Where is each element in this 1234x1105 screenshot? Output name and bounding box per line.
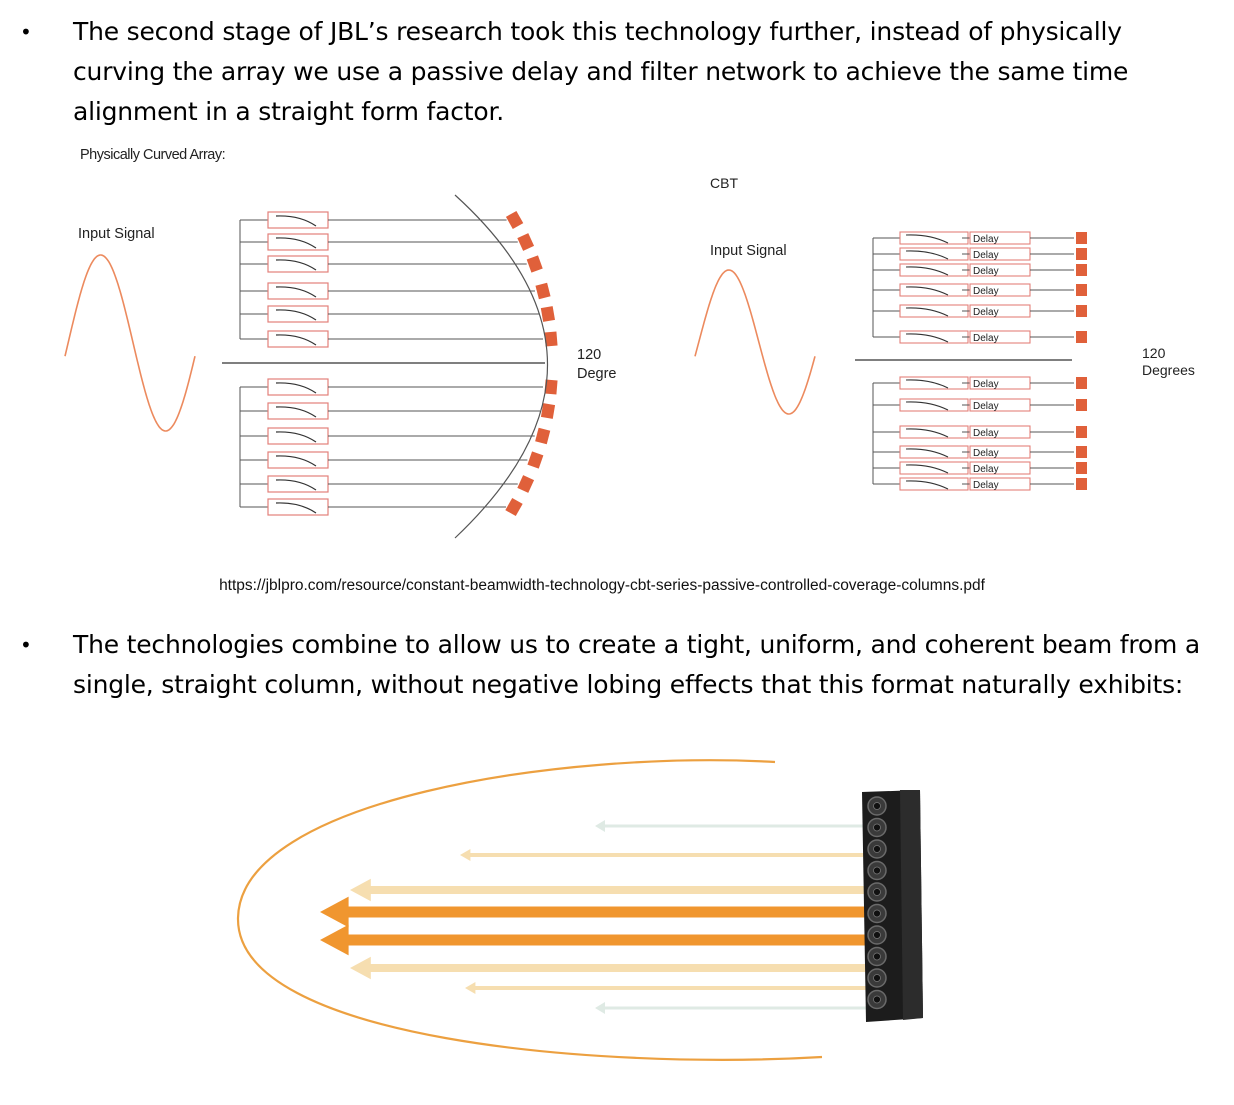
- beam-arrow-head: [350, 879, 371, 901]
- driver: [1076, 377, 1087, 389]
- driver: [535, 283, 550, 300]
- delay-label: Delay: [973, 464, 999, 475]
- filter-box: [268, 499, 328, 515]
- filter-box: [268, 234, 328, 250]
- speaker-driver-cap: [874, 932, 881, 939]
- delay-label: Delay: [973, 250, 999, 261]
- speaker-side: [900, 790, 923, 1020]
- bullet-text-2: The technologies combine to allow us to create a tight, uniform, and coherent beam from a single, straight column, without negative lobing effects that this format naturally exhibits:: [73, 630, 1200, 699]
- delay-label: Delay: [973, 401, 999, 412]
- left-angle-unit: Degre: [577, 366, 617, 382]
- bullet-text-1: The second stage of JBL’s research took this technology further, instead of physically curving the array we use a passive delay and filter network to achieve the same time alignment in a straight form factor.: [73, 17, 1129, 126]
- filter-box: [268, 283, 328, 299]
- driver: [1076, 426, 1087, 438]
- beam-arrow-head: [465, 982, 475, 994]
- driver: [1076, 446, 1087, 458]
- right-input-signal-label: Input Signal: [710, 243, 787, 259]
- beam-arrow-head: [595, 1002, 605, 1014]
- driver: [1076, 248, 1087, 260]
- driver: [1076, 478, 1087, 490]
- beam-arrow-head: [320, 925, 349, 956]
- filter-box: [268, 331, 328, 347]
- driver: [1076, 462, 1087, 474]
- filter-box: [268, 212, 328, 228]
- beam-arrow-head: [595, 820, 605, 832]
- input-sine-wave: [65, 255, 195, 431]
- speaker-driver-cap: [874, 867, 881, 874]
- curved-array-diagram: [65, 195, 558, 538]
- speaker-driver-cap: [874, 975, 881, 982]
- beam-pattern-illustration: [238, 760, 923, 1060]
- delay-label: Delay: [973, 286, 999, 297]
- speaker-driver-cap: [874, 910, 881, 917]
- driver: [1076, 232, 1087, 244]
- delay-label: Delay: [973, 234, 999, 245]
- cbt-title: CBT: [710, 175, 738, 191]
- bullet-symbol: •: [20, 633, 32, 657]
- speaker-driver-cap: [874, 803, 881, 810]
- curved-array-title: Physically Curved Array:: [80, 147, 226, 163]
- source-url: https://jblpro.com/resource/constant-beamwidth-technology-cbt-series-passive-controlled-coverage-columns.pdf: [219, 577, 985, 594]
- speaker-driver-cap: [874, 824, 881, 831]
- driver: [535, 428, 550, 445]
- driver: [1076, 399, 1087, 411]
- bullet-symbol: •: [20, 20, 32, 44]
- speaker-driver-cap: [874, 996, 881, 1003]
- driver: [517, 475, 534, 493]
- filter-box: [268, 428, 328, 444]
- filter-box: [268, 256, 328, 272]
- driver: [1076, 264, 1087, 276]
- left-angle-value: 120: [577, 347, 602, 363]
- driver: [541, 306, 555, 322]
- driver: [517, 233, 534, 251]
- speaker-driver-cap: [874, 889, 881, 896]
- speaker-driver-cap: [874, 953, 881, 960]
- delay-label: Delay: [973, 379, 999, 390]
- beam-arrow-head: [460, 849, 470, 861]
- delay-label: Delay: [973, 428, 999, 439]
- cbt-delay-diagram: [695, 232, 1087, 491]
- curved-baffle-arc: [455, 195, 548, 538]
- delay-label: Delay: [973, 266, 999, 277]
- delay-label: Delay: [973, 333, 999, 344]
- driver: [527, 255, 543, 272]
- delay-label: Delay: [973, 448, 999, 459]
- filter-box: [268, 306, 328, 322]
- left-input-signal-label: Input Signal: [78, 226, 155, 242]
- driver: [506, 211, 523, 229]
- delay-label: Delay: [973, 307, 999, 318]
- driver: [505, 498, 522, 516]
- beam-arrow-head: [320, 897, 349, 928]
- delay-label: Delay: [973, 480, 999, 491]
- beam-arrow-head: [350, 957, 371, 979]
- right-angle-unit: Degrees: [1142, 362, 1195, 378]
- filter-box: [268, 403, 328, 419]
- filter-box: [268, 476, 328, 492]
- driver: [1076, 331, 1087, 343]
- filter-box: [268, 379, 328, 395]
- driver: [1076, 305, 1087, 317]
- filter-box: [268, 452, 328, 468]
- right-angle-value: 120: [1142, 345, 1166, 361]
- driver: [541, 403, 555, 419]
- driver: [527, 451, 543, 468]
- speaker-driver-cap: [874, 846, 881, 853]
- driver: [1076, 284, 1087, 296]
- input-sine-wave: [695, 270, 815, 414]
